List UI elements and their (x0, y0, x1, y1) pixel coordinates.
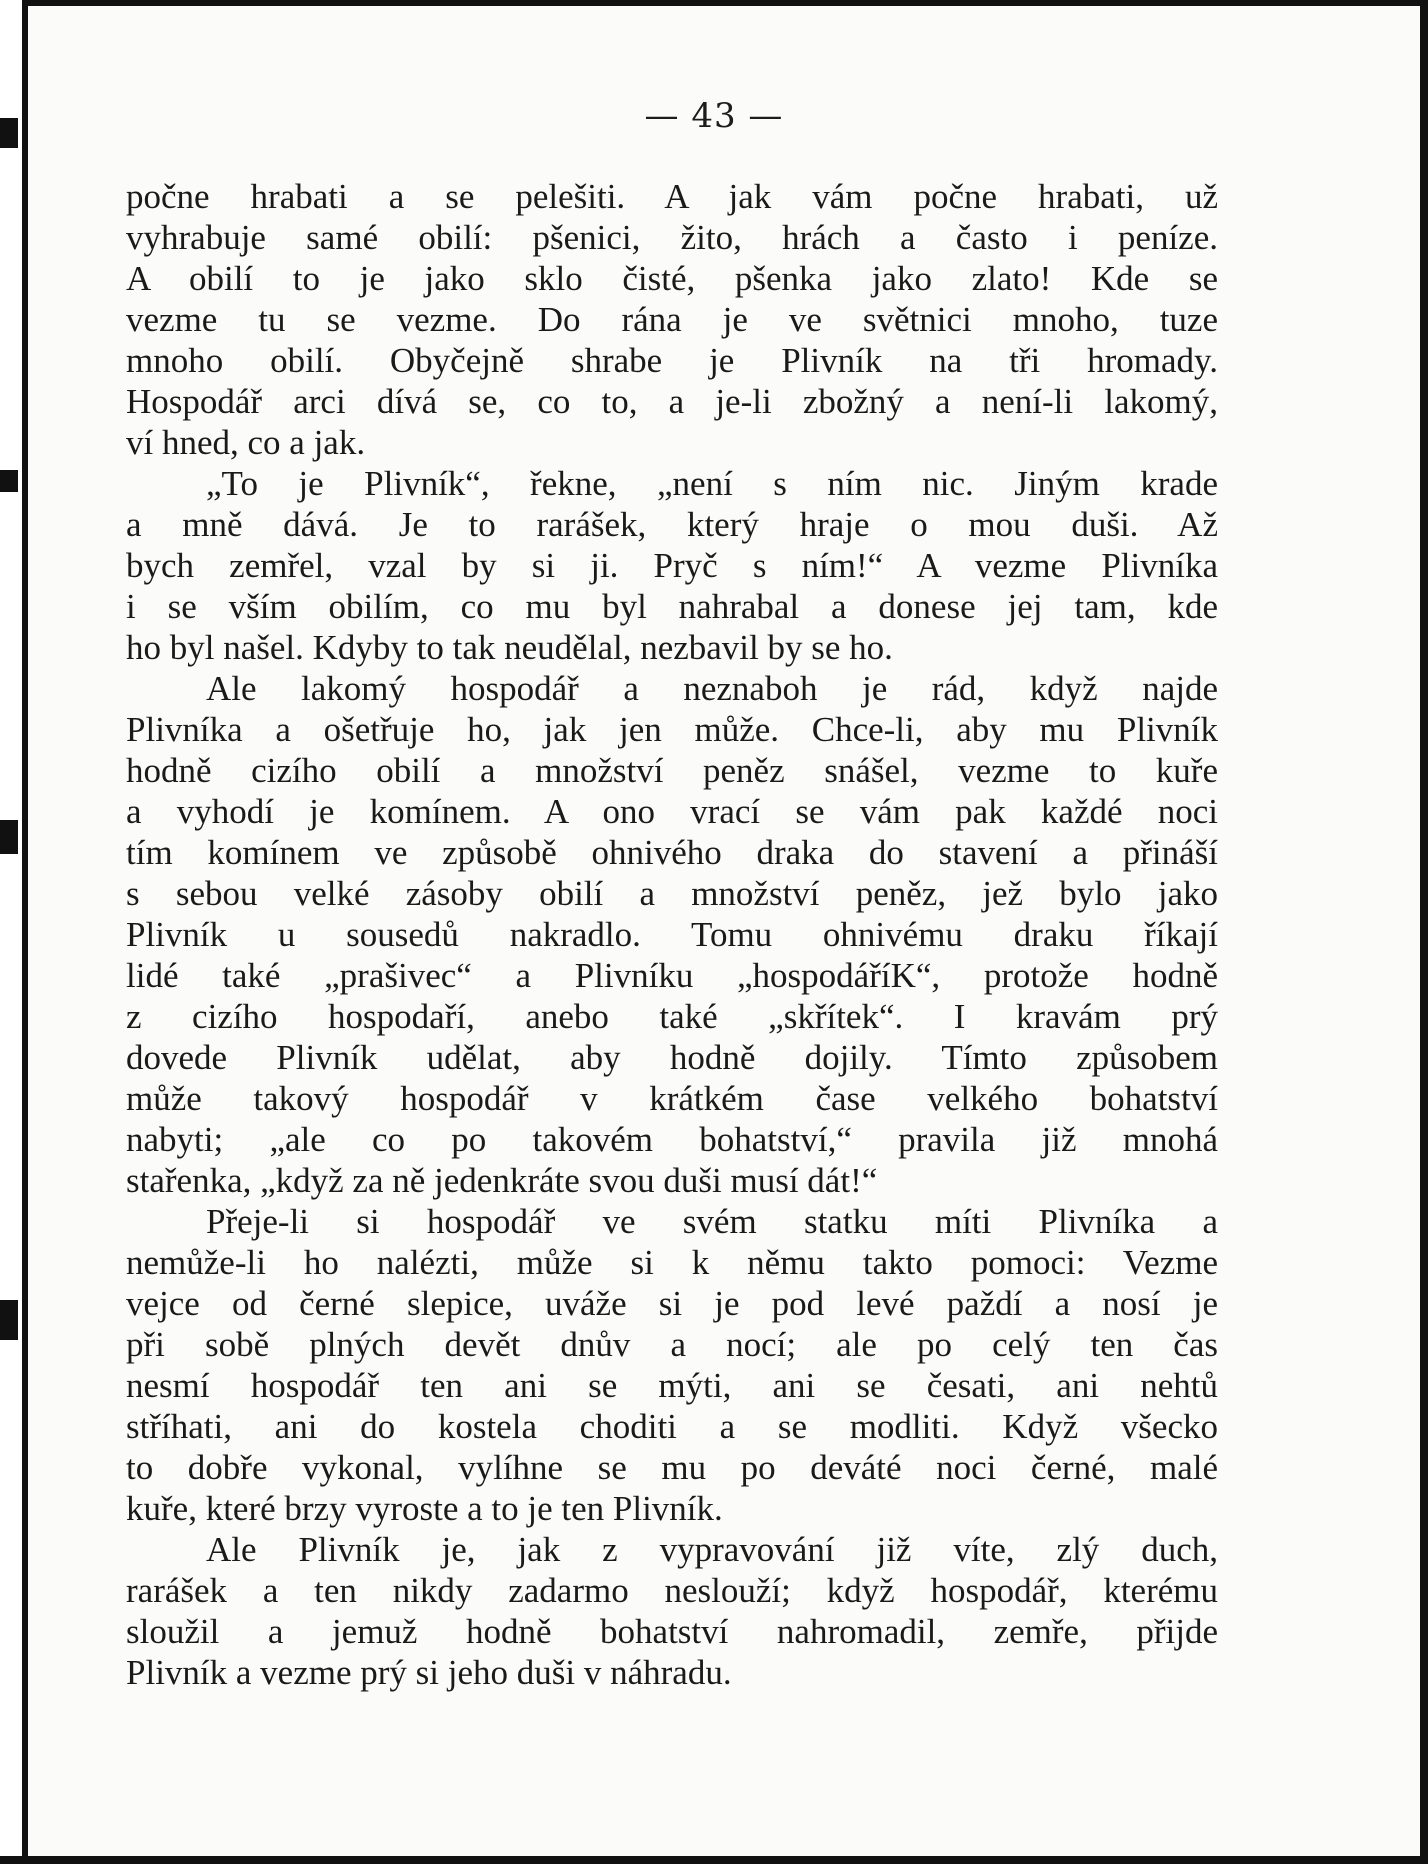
text-line: i se vším obilím, co mu byl nahrabal a donese jej tam, kde (126, 587, 1218, 626)
text-line: stařenka, „když za ně jedenkráte svou duši musí dát!“ (126, 1161, 878, 1200)
text-line: sloužil a jemuž hodně bohatství nahromadil, zemře, přijde (126, 1612, 1218, 1651)
text-line: nabyti; „ale co po takovém bohatství,“ pravila již mnohá (126, 1120, 1218, 1159)
text-line: a vyhodí je komínem. A ono vrací se vám pak každé noci (126, 792, 1218, 831)
text-line: rarášek a ten nikdy zadarmo neslouží; když hospodář, kterému (126, 1571, 1218, 1610)
text-line: „To je Plivník“, řekne, „není s ním nic. Jiným krade (206, 464, 1218, 503)
text-line: Plivník u sousedů nakradlo. Tomu ohnivému draku říkají (126, 915, 1218, 954)
text-line: a mně dává. Je to rarášek, který hraje o mou duši. Až (126, 505, 1218, 544)
text-line: stříhati, ani do kostela choditi a se modliti. Když všecko (126, 1407, 1218, 1446)
text-line: nemůže-li ho nalézti, může si k němu takto pomoci: Vezme (126, 1243, 1218, 1282)
text-line: mnoho obilí. Obyčejně shrabe je Plivník na tři hromady. (126, 341, 1218, 380)
text-line: Plivníka a ošetřuje ho, jak jen může. Chce-li, aby mu Plivník (126, 710, 1218, 749)
scan-border-bottom (0, 1856, 1428, 1864)
text-line: ví hned, co a jak. (126, 423, 366, 462)
text-line: vezme tu se vezme. Do rána je ve světnici mnoho, tuze (126, 300, 1218, 339)
text-line: vyhrabuje samé obilí: pšenici, žito, hrách a často i peníze. (126, 218, 1218, 257)
text-line: z cizího hospodaří, anebo také „skřítek“. I kravám prý (126, 997, 1218, 1036)
text-line: hodně cizího obilí a množství peněz snášel, vezme to kuře (126, 751, 1218, 790)
text-line: A obilí to je jako sklo čisté, pšenka jako zlato! Kde se (126, 259, 1218, 298)
text-line: bych zemřel, vzal by si ji. Pryč s ním!“ A vezme Plivníka (126, 546, 1218, 585)
binding-mark (0, 820, 18, 854)
scan-border-right (1420, 0, 1428, 1864)
page-number: — 43 — (644, 96, 784, 136)
binding-mark (0, 1300, 18, 1340)
text-line: Ale lakomý hospodář a neznaboh je rád, když najde (206, 669, 1218, 708)
text-line: vejce od černé slepice, uváže si je pod levé paždí a nosí je (126, 1284, 1218, 1323)
text-line: ho byl našel. Kdyby to tak neudělal, nezbavil by se ho. (126, 628, 893, 667)
text-line: Plivník a vezme prý si jeho duši v náhradu. (126, 1653, 732, 1692)
text-line: při sobě plných devět dnův a nocí; ale po celý ten čas (126, 1325, 1218, 1364)
text-line: Ale Plivník je, jak z vypravování již víte, zlý duch, (206, 1530, 1218, 1569)
scan-border-top (0, 0, 1428, 6)
scan-border-left (0, 0, 28, 1864)
text-line: nesmí hospodář ten ani se mýti, ani se česati, ani nehtů (126, 1366, 1218, 1405)
body-text (126, 176, 1218, 1693)
text-line: dovede Plivník udělat, aby hodně dojily. Tímto způsobem (126, 1038, 1218, 1077)
text-line: s sebou velké zásoby obilí a množství peněz, jež bylo jako (126, 874, 1218, 913)
text-line: může takový hospodář v krátkém čase velkého bohatství (126, 1079, 1218, 1118)
binding-mark (0, 470, 18, 492)
text-line: tím komínem ve způsobě ohnivého draka do stavení a přináší (126, 833, 1218, 872)
text-line: počne hrabati a se pelešiti. A jak vám počne hrabati, už (126, 177, 1218, 216)
text-line: to dobře vykonal, vylíhne se mu po deváté noci černé, malé (126, 1448, 1218, 1487)
text-line: lidé také „prašivec“ a Plivníku „hospodáříK“, protože hodně (126, 956, 1218, 995)
text-line: Hospodář arci dívá se, co to, a je-li zbožný a není-li lakomý, (126, 382, 1218, 421)
text-line: kuře, které brzy vyroste a to je ten Plivník. (126, 1489, 723, 1528)
text-line: Přeje-li si hospodář ve svém statku míti Plivníka a (206, 1202, 1218, 1241)
